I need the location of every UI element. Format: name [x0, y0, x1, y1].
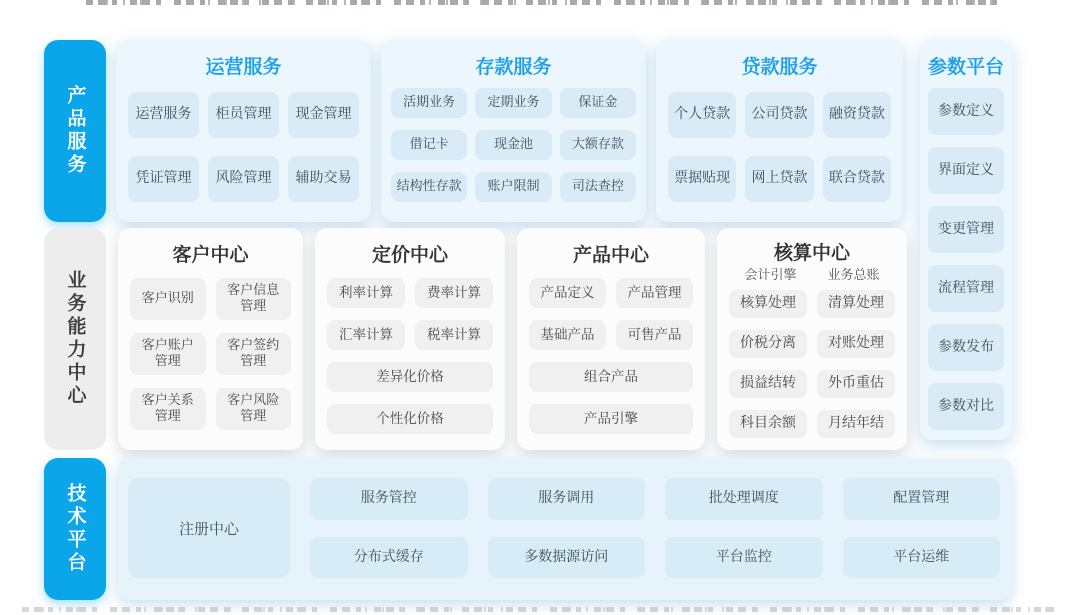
capability-item: 组合产品 [529, 362, 693, 392]
pricing-center-grid [315, 266, 505, 434]
sidebar-tech-platform [44, 458, 106, 600]
sidebar-tech-platform-label: 技术平台 [64, 483, 87, 575]
service-item: 辅助交易 [288, 156, 359, 202]
business-capability-row [44, 228, 907, 450]
capability-item: 损益结转 [729, 370, 807, 398]
tech-item: 批处理调度 [665, 478, 823, 520]
capability-item: 产品管理 [616, 278, 693, 308]
deposit-services-panel [381, 40, 646, 222]
capability-item: 产品定义 [529, 278, 606, 308]
pricing-center-title: 定价中心 [371, 244, 448, 266]
tech-item: 服务管控 [310, 478, 468, 520]
customer-center-panel [118, 228, 303, 450]
loan-services-grid [656, 78, 903, 202]
pricing-center-panel [315, 228, 505, 450]
tech-platform-row [44, 458, 1012, 600]
service-item: 柜员管理 [208, 92, 279, 138]
clipped-text-top [86, 0, 1004, 5]
service-item: 融资贷款 [823, 92, 891, 138]
capability-item: 客户信息管理 [216, 278, 292, 320]
product-center-title: 产品中心 [572, 244, 649, 266]
capability-item: 客户签约管理 [216, 333, 292, 375]
capability-item: 费率计算 [415, 278, 493, 308]
capability-item: 清算处理 [817, 290, 895, 318]
capability-item: 可售产品 [616, 320, 693, 350]
service-item: 现金管理 [288, 92, 359, 138]
capability-item: 价税分离 [729, 330, 807, 358]
service-item: 风险管理 [208, 156, 279, 202]
service-item: 界面定义 [928, 147, 1004, 194]
accounting-center-grid [717, 282, 907, 438]
tech-item: 服务调用 [488, 478, 646, 520]
capability-item: 基础产品 [529, 320, 606, 350]
service-item: 大额存款 [560, 130, 636, 160]
service-item: 结构性存款 [391, 172, 467, 202]
parameter-platform-list [920, 78, 1012, 430]
capability-item: 客户识别 [130, 278, 206, 320]
service-item: 参数对比 [928, 383, 1004, 430]
deposit-services-grid [381, 78, 646, 202]
sidebar-business-capability-label: 业务能力中心 [64, 270, 87, 408]
sidebar-product-services-label: 产品服务 [64, 85, 87, 177]
capability-item: 对账处理 [817, 330, 895, 358]
service-item: 定期业务 [475, 88, 551, 118]
service-item: 凭证管理 [128, 156, 199, 202]
sidebar-business-capability [44, 228, 106, 450]
service-item: 个人贷款 [668, 92, 736, 138]
capability-item: 个性化价格 [327, 404, 493, 434]
capability-item: 汇率计算 [327, 320, 405, 350]
tech-item: 平台运维 [843, 537, 1001, 579]
service-item: 参数发布 [928, 324, 1004, 371]
service-item: 司法查控 [560, 172, 636, 202]
subheader-accounting-engine: 会计引擎 [744, 268, 797, 283]
service-item: 运营服务 [128, 92, 199, 138]
deposit-services-title: 存款服务 [475, 56, 552, 78]
service-item: 变更管理 [928, 206, 1004, 253]
capability-item: 税率计算 [415, 320, 493, 350]
service-item: 公司贷款 [745, 92, 813, 138]
capability-item: 差异化价格 [327, 362, 493, 392]
subheader-business-ledger: 业务总账 [827, 268, 880, 283]
capability-item: 外币重估 [817, 370, 895, 398]
capability-item: 月结年结 [817, 410, 895, 438]
tech-platform-panel [118, 458, 1012, 600]
operation-services-panel [116, 40, 371, 222]
capability-item: 客户风险管理 [216, 388, 292, 430]
operation-services-grid [116, 78, 371, 202]
operation-services-title: 运营服务 [205, 56, 282, 78]
service-item: 流程管理 [928, 265, 1004, 312]
capability-item: 科目余额 [729, 410, 807, 438]
service-item: 联合贷款 [823, 156, 891, 202]
service-item: 网上贷款 [745, 156, 813, 202]
tech-item: 多数据源访问 [488, 537, 646, 579]
parameter-platform-panel [920, 40, 1012, 440]
service-item: 活期业务 [391, 88, 467, 118]
tech-item: 分布式缓存 [310, 537, 468, 579]
tech-item: 平台监控 [665, 537, 823, 579]
service-item: 票据贴现 [668, 156, 736, 202]
capability-item: 利率计算 [327, 278, 405, 308]
tech-platform-grid [310, 478, 1000, 578]
customer-center-title: 客户中心 [172, 244, 249, 266]
loan-services-title: 贷款服务 [741, 56, 818, 78]
service-item: 现金池 [475, 130, 551, 160]
accounting-center-title: 核算中心 [773, 242, 850, 264]
service-item: 借记卡 [391, 130, 467, 160]
product-center-grid [517, 266, 705, 434]
capability-item: 产品引擎 [529, 404, 693, 434]
accounting-center-panel [717, 228, 907, 450]
sidebar-product-services [44, 40, 106, 222]
capability-item: 核算处理 [729, 290, 807, 318]
capability-item: 客户账户管理 [130, 333, 206, 375]
clipped-text-bottom [22, 607, 1058, 612]
loan-services-panel [656, 40, 903, 222]
service-item: 账户限制 [475, 172, 551, 202]
service-item: 保证金 [560, 88, 636, 118]
tech-item: 配置管理 [843, 478, 1001, 520]
customer-center-grid [118, 266, 303, 430]
registry-center-cell: 注册中心 [128, 478, 290, 578]
service-item: 参数定义 [928, 88, 1004, 135]
product-services-row [44, 40, 903, 222]
accounting-center-subheaders [717, 264, 907, 282]
capability-item: 客户关系管理 [130, 388, 206, 430]
parameter-platform-title: 参数平台 [927, 56, 1004, 78]
product-center-panel [517, 228, 705, 450]
